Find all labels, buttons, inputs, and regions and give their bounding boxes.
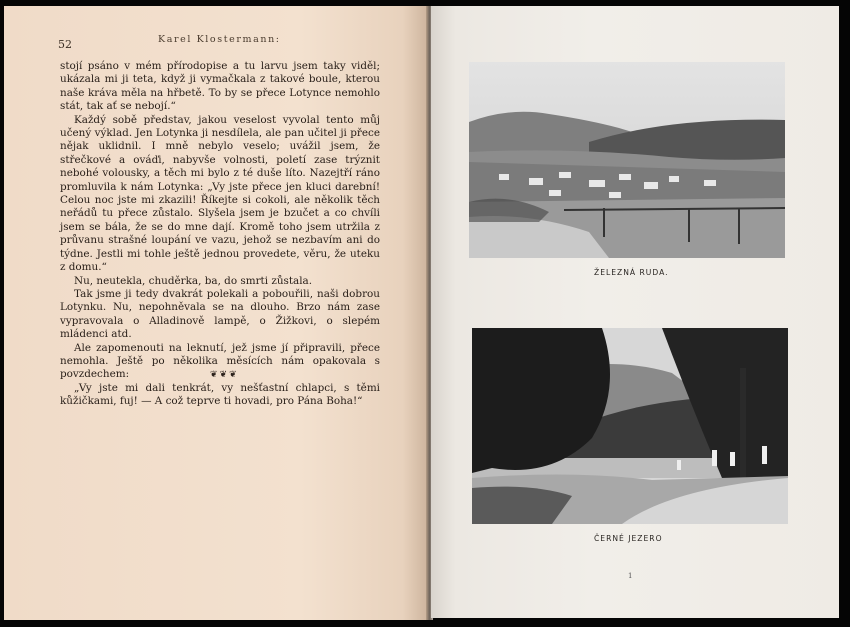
photo-caption: ČERNÉ JEZERO <box>594 534 663 543</box>
paragraph: Nu, neutekla, chuděrka, ba, do smrti zůstala. <box>74 274 313 287</box>
section-ornament: ❦❦❦ <box>210 370 239 380</box>
page-number: 52 <box>58 38 72 51</box>
body-text <box>60 60 380 409</box>
paragraph: Ale zapomenouti na leknutí, jež jsme jí připravili, přece nemohla. Ještě po několika měsících nám opakovala s povzdechem: <box>60 341 380 381</box>
paragraph: stojí psáno v mém přírodopise a tu larvu jsem taky viděl; ukázala mi ji teta, když ji vymačkala z takové boule, kterou naše kráva měla na hřbetě. To by se přece Lotynce nemohlo stát, tak ať se nebojí.“ <box>60 60 380 113</box>
photo-zelezna-ruda <box>469 62 785 258</box>
signature-mark: 1 <box>628 572 633 580</box>
photo-caption: ŽELEZNÁ RUDA. <box>594 268 669 277</box>
paragraph: Každý sobě představ, jakou veselost vyvolal tento můj učený výklad. Jen Lotynka ji nesdílela, ale pan učitel ji přece nějak uklidnil. I mně nebylo veselo; uvážil jsem, že střečkové a ováďi, nabyvše volnosti, poletí zase trýznit nebohé volousky, a těch mi bylo z té duše líto. Nazejtří ráno promluvila k nám Lotynka: „Vy jste přece jen kluci darební! Celou noc jste mi zkazili! Říkejte si cokoli, ale několik těch neřádů tu přece zůstalo. Slyšela jsem je bzučet a co chvíli jsem se bála, že se do mne dají. Kromě toho jsem utržila z průvanu strašné loupání ve vazu, jehož se nezbavím ani do týdne. Jestli mi tohle ještě jednou provedete, věru, že uteku z domu.“ <box>60 113 380 274</box>
paragraph: „Vy jste mi dali tenkrát, vy nešťastní chlapci, s těmi kůžičkami, fuj! — A což teprve ti hovadi, pro Pána Boha!“ <box>60 381 380 408</box>
running-head: Karel Klostermann: <box>158 34 281 45</box>
photo-cerne-jezero <box>472 328 788 524</box>
paragraph: Tak jsme ji tedy dvakrát polekali a pobouřili, naši dobrou Lotynku. Nu, nepohněvala se na dlouho. Brzo nám zase vypravovala o Alladinově lampě, o Žižkovi, o slepém mládenci atd. <box>60 287 380 341</box>
